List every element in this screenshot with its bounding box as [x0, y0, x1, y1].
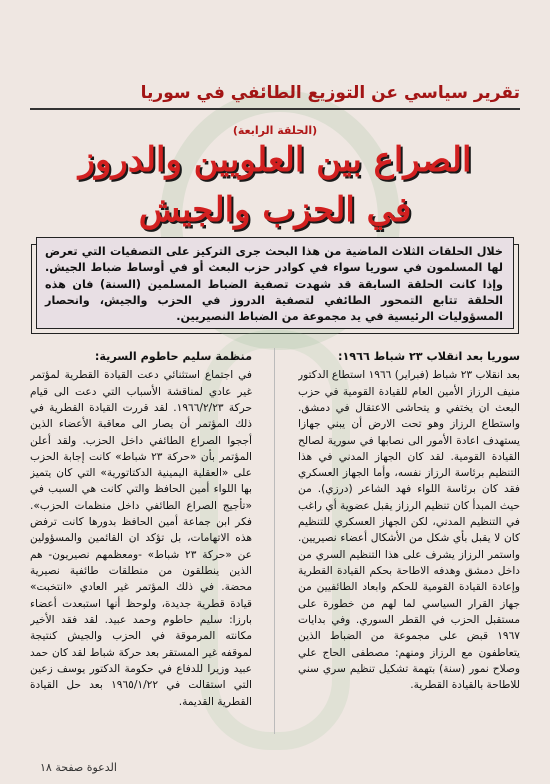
report-title: تقرير سياسي عن التوزيع الطائفي في سوريا — [30, 83, 520, 110]
episode-label: (الحلقة الرابعة) — [232, 124, 318, 137]
right-column-text: بعد انقلاب ٢٣ شباط (فبراير) ١٩٦٦ استطاع الدكتور منيف الرزاز الأمين العام للقيادة القومية في حزب البعث ان يختفي و يتحاشى الاعتقال في دمشق. واستطاع الرزاز وهو تحت الارض أن يبني جهازا يستهدف اعادة الأمور الى نصابها في سورية لصالح القيادة القومية. لقد كان الجهاز المدني في هذا التنظيم برئاسة الرزاز نفسه، وأما الجهاز العسكري فقد كان برئاسة اللواء فهد الشاعر (درزي). من حيث المبدأ كان تنظيم الرزاز يقبل عضوية أي راغب في التنظيم المدني، لكن الجهاز العسكري للتنظيم كان لا يقبل بأي شكل من الأشكال أعضاء نصيريين. واستمر الرزاز يشرف على هذا التنظيم السري من داخل دمشق وهدفه الاطاحة بحكم القيادة القطرية وإعادة القيادة القومية للحكم وابعاد الطائفيين من جهاز القرار السياسي لما لهم من خطورة على مستقبل الحزب في القطر السوري. وفي بدايات ١٩٦٧ قبض على مجموعة من الضباط الذين يتعاطفون مع الرزاز ومنهم: مصطفى الحاج علي وصلاح نمور (سنة) بتهمة تشكيل تنظيم سري سني للاطاحة بالقيادة القطرية. — [298, 369, 520, 692]
page-footer: الدعوة صفحة ١٨ — [40, 761, 117, 774]
right-column — [298, 348, 520, 738]
right-column-subtitle: سوريا بعد انقلاب ٢٣ شباط ١٩٦٦: — [337, 350, 520, 363]
headline-line-2: في الحزب والجيش — [138, 190, 412, 230]
column-divider — [274, 348, 275, 734]
intro-box: خلال الحلقات الثلاث الماضية من هذا البحث جرى التركيز على التصفيات التي تعرض لها المسلمون في سوريا سواء في كوادر حزب البعث أو في أوساط ضباط الجيش. وإذا كانت الحلقة السابقة قد شهدت تصفية الضباط المسلمين (السنة) فان هذه الحلقة تتابع التمحور الطائفي لتصفية الدروز في الحزب والجيش، وانحصار المسؤوليات الرئيسية في يد مجموعة من الضباط النصيريين. — [36, 237, 514, 329]
headline-line-1: الصراع بين العلويين والدروز — [78, 140, 472, 180]
left-column-text: في اجتماع استثنائي دعت القيادة القطرية لمؤتمر غير عادي لمناقشة الأسباب التي دعت الى قيام حركة ١٩٦٦/٢/٢٣. لقد قررت القيادة القطرية في ذلك المؤتمر أن يصار الى معاقبة الأعضاء الذين أججوا الصراع الطائفي داخل الحزب. ولقد أعلن المؤتمر بأن «حركة ٢٣ شباط» كانت إجابة الحزب على «العقلية اليمينية الدكتاتورية» التي كان يتميز بها اللواء أمين الحافظ والتي كانت هي السبب في «تأجيج الصراع الطائفي داخل منظمات الحزب». فكر ابن جماعة أمين الحافظ بدورها كانت ترفض هذه الاتهامات، بل تؤكد ان القائمين والمسؤولين عن «حركة ٢٣ شباط» -ومعظمهم نصيريون- هم الذين ينطلقون من منطلقات طائفية نصيرية محضة. في ذلك المؤتمر غير العادي «انتخبت» قيادة قطرية جديدة، ولوحظ أنها استبعدت أعضاء بارزا: سليم حاطوم وحمد عبيد. لقد فقد الأخير مكانته المرموقة في الحزب والجيش كنتيجة لموقفه غير المستقر بعد حركة شباط لقد كان حمد عبيد وزيرا للدفاع في حكومة الدكتور يوسف زعين التي استقالت في ١٩٦٥/١/٢٢ بعد حل القيادة القطرية القديمة. — [30, 369, 252, 708]
left-column — [30, 348, 252, 738]
left-column-subtitle: منظمة سليم حاطوم السرية: — [94, 350, 252, 363]
